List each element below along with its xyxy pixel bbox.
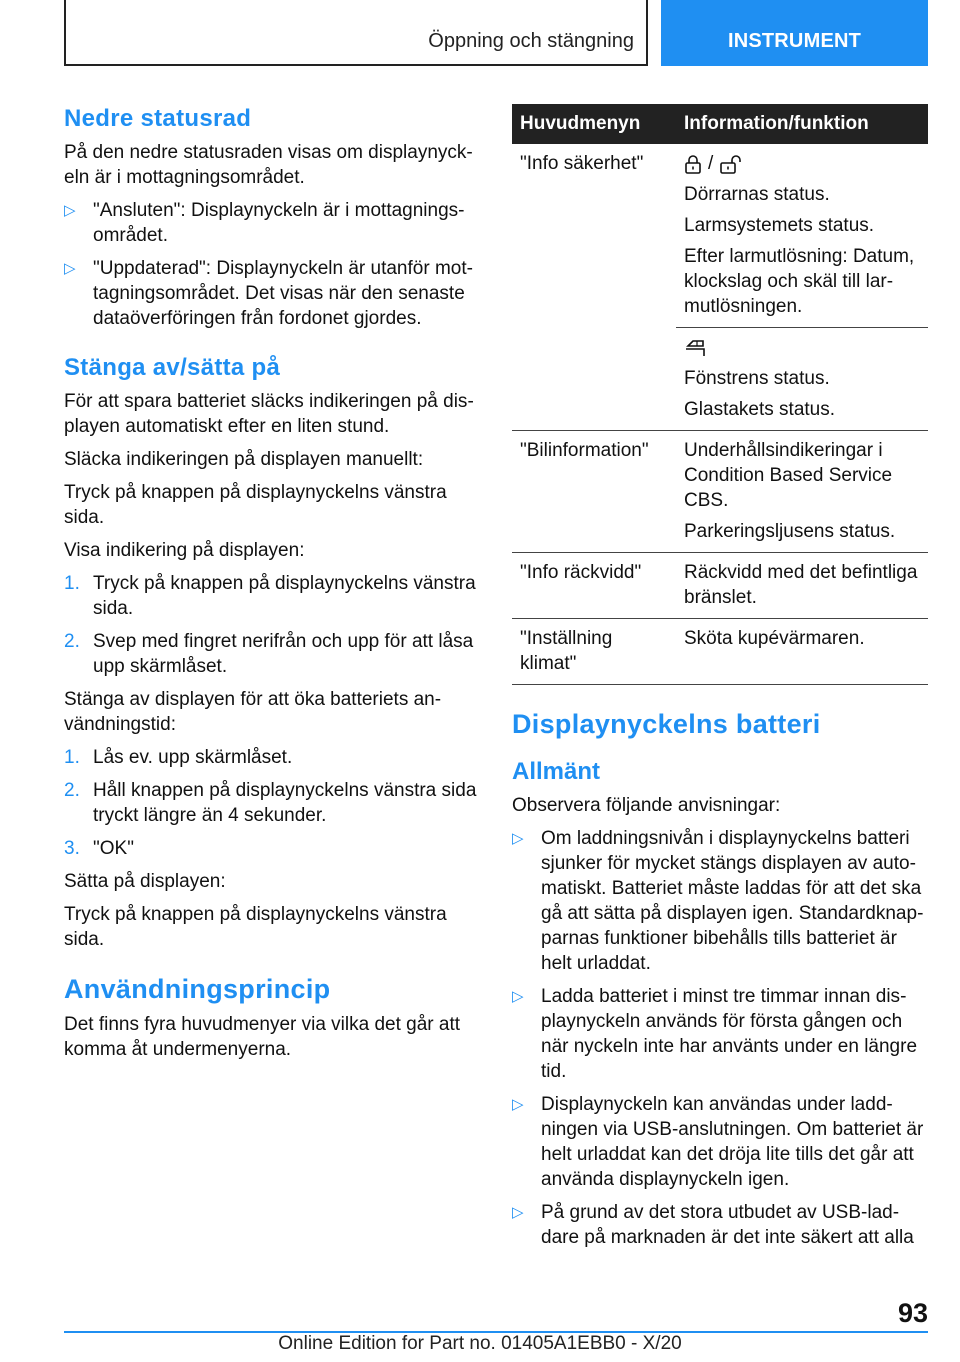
cell-text: Dörrarnas status. (684, 184, 830, 205)
triangle-bullet-icon: ▷ (512, 1096, 524, 1113)
heading-general: Allmänt (512, 758, 601, 785)
cell-text: Räckvidd med det befintliga bränslet. (684, 562, 918, 608)
header-tab-box (661, 0, 928, 66)
chapter-tab: INSTRUMENT (727, 30, 862, 52)
table-cell (676, 431, 928, 553)
page-number: 93 (897, 1298, 928, 1328)
lock-open-icon (719, 154, 743, 174)
paragraph: Tryck på knappen på displaynyckelns vänstra sida. (64, 904, 447, 950)
table-row (512, 328, 928, 431)
battery-notes-list (512, 826, 928, 1250)
header-section-box (64, 0, 648, 66)
page-header (64, 0, 928, 66)
heading-battery: Displaynyckelns batteri (512, 709, 821, 739)
list-item: 1. Tryck på knappen på displaynyckelns vänstra sida. (64, 573, 476, 619)
left-column (64, 104, 478, 1062)
table-cell (676, 553, 928, 619)
list-item: ▷ Ladda batteriet i minst tre timmar innan displaynyckeln används för första gången och när nyckeln inte har använts under en längre tid. (512, 986, 918, 1082)
list-item: 1. Lås ev. upp skärmlåset. (64, 747, 293, 768)
paragraph: För att spara batteriet släcks indikeringen på displayen automatiskt efter en liten stund. (64, 391, 474, 437)
paragraph: Tryck på knappen på displaynyckelns vänstra sida. (64, 482, 447, 528)
heading-principle: Användningsprincip (64, 974, 331, 1004)
table-cell (676, 619, 928, 685)
show-steps-list (64, 571, 478, 679)
table-header-menu: Huvudmenyn (512, 104, 676, 144)
table-header-info: Information/funktion (676, 104, 928, 144)
list-item: ▷ Displaynyckeln kan användas under laddningen via USB-anslutningen. Om batteriet är helt urladdat kan det dröja lite tills det går att använda displaynyckeln igen. (512, 1094, 924, 1190)
step-number: 2. (64, 780, 80, 801)
paragraph: Visa indikering på displayen: (64, 540, 305, 561)
table-cell: "Info säkerhet" (520, 153, 644, 174)
list-item: ▷ "Uppdaterad": Displaynyckeln är utanför mottagningsområdet. Det visas när den senaste dataöverföringen från fordonet gjordes. (64, 258, 473, 329)
off-steps-list (64, 745, 478, 861)
paragraph: Stänga av displayen för att öka batteriets användningstid: (64, 689, 442, 735)
cell-text: Underhållsindikeringar i Condition Based Service CBS. (684, 440, 893, 511)
triangle-bullet-icon: ▷ (64, 260, 76, 277)
icon-separator: / (708, 153, 714, 174)
table-row (512, 144, 928, 328)
cell-text: Parkeringsljusens status. (684, 521, 896, 542)
status-list (64, 198, 478, 331)
car-window-icon (684, 338, 706, 358)
list-item: 3. "OK" (64, 838, 134, 859)
step-number: 2. (64, 631, 80, 652)
paragraph: På den nedre statusraden visas om displaynyckeln är i mottagningsområdet. (64, 142, 473, 188)
table-cell (676, 328, 928, 431)
table-row (512, 431, 928, 553)
list-item: ▷ På grund av det stora utbudet av USB-laddare på marknaden är det inte säkert att alla (512, 1202, 914, 1248)
lock-closed-icon (684, 154, 702, 174)
triangle-bullet-icon: ▷ (64, 202, 76, 219)
table-cell: "Bilinformation" (512, 431, 676, 553)
step-number: 3. (64, 838, 80, 859)
edition-note: Online Edition for Part no. 01405A1EBB0 - X/20 (278, 1333, 682, 1354)
cell-text: Fönstrens status. (684, 368, 830, 389)
table-cell (512, 328, 676, 431)
triangle-bullet-icon: ▷ (512, 830, 524, 847)
step-number: 1. (64, 747, 80, 768)
heading-status-bar: Nedre statusrad (64, 105, 252, 132)
list-item: 2. Håll knappen på displaynyckelns vänstra sida tryckt längre än 4 sekunder. (64, 780, 477, 826)
paragraph: Sätta på displayen: (64, 871, 226, 892)
triangle-bullet-icon: ▷ (512, 1204, 524, 1221)
list-item: 2. Svep med fingret nerifrån och upp för att låsa upp skärmlåset. (64, 631, 474, 677)
main-menu-table (512, 104, 928, 685)
paragraph: Det finns fyra huvudmenyer via vilka det går att komma åt undermenyerna. (64, 1014, 461, 1060)
table-cell (676, 144, 928, 328)
right-column (512, 104, 928, 1250)
table-cell: "Inställning klimat" (512, 619, 676, 685)
table-row (512, 619, 928, 685)
table-cell: "Info räckvidd" (512, 553, 676, 619)
list-item: ▷ Om laddningsnivån i displaynyckelns batteri sjunker för mycket stängs displayen av automatiskt. Batteriet måste laddas för att det ska gå att sätta på displayen igen. Standardknapparnas funktioner bibehålls tills batteriet är helt urladdat. (512, 828, 924, 974)
list-item: ▷ "Ansluten": Displaynyckeln är i mottagningsområdet. (64, 200, 465, 246)
cell-text: Glastakets status. (684, 399, 836, 420)
paragraph: Släcka indikeringen på displayen manuellt: (64, 449, 424, 470)
section-title: Öppning och stängning (428, 30, 634, 52)
paragraph: Observera följande anvisningar: (512, 795, 781, 816)
cell-text: Larmsystemets status. (684, 215, 875, 236)
heading-on-off: Stänga av/sätta på (64, 354, 281, 381)
table-row (512, 553, 928, 619)
cell-text: Efter larmutlösning: Datum, klockslag och skäl till larmutlösningen. (684, 246, 915, 317)
cell-text: Sköta kupévärmaren. (684, 628, 865, 649)
step-number: 1. (64, 573, 80, 594)
triangle-bullet-icon: ▷ (512, 988, 524, 1005)
